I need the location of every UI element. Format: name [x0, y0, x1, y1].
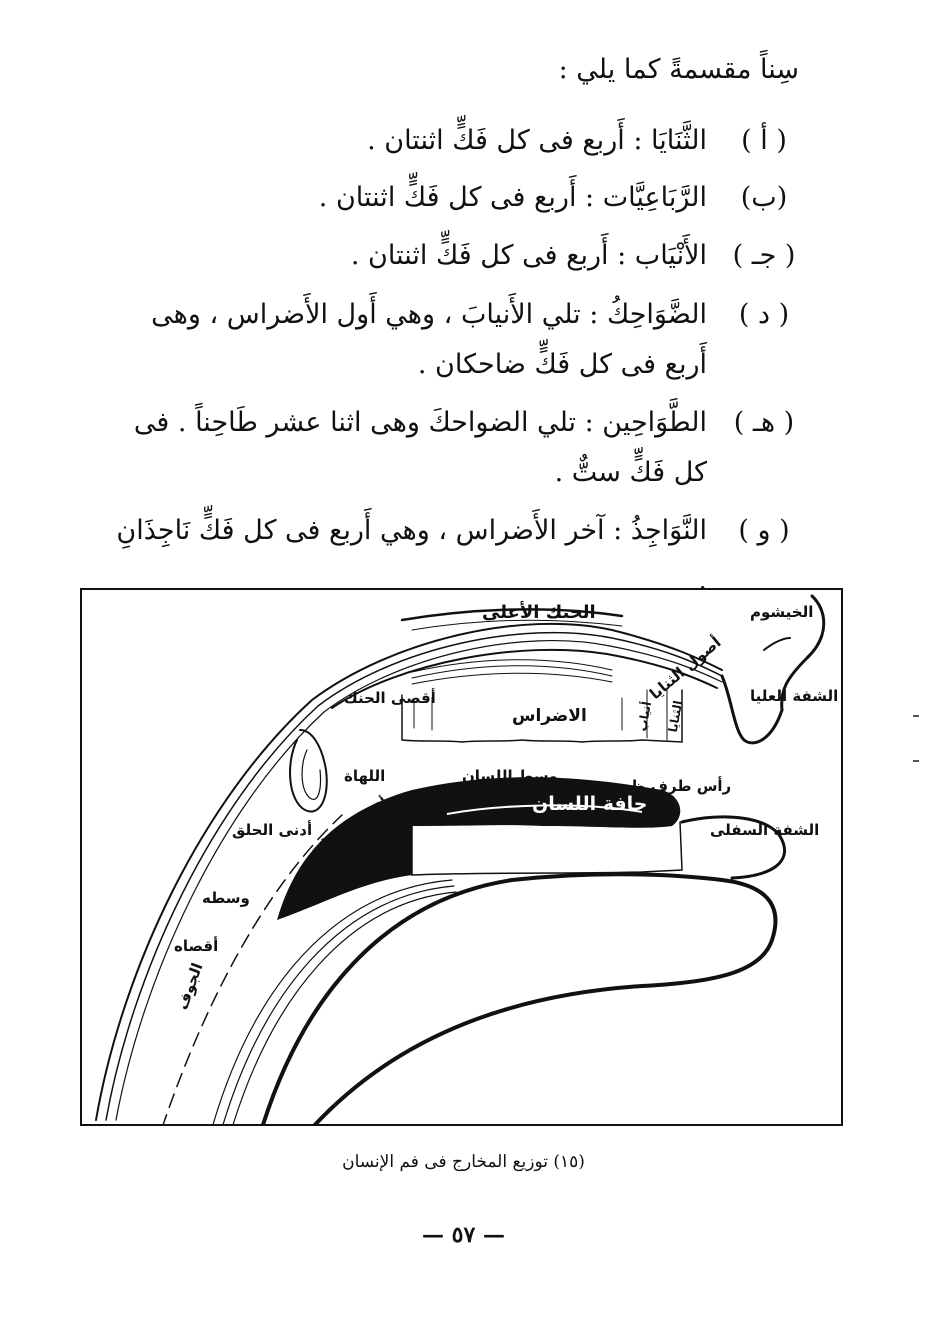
label-aqsa-lisan: أقصى اللسان — [310, 795, 391, 858]
item-marker: ( هـ ) — [733, 407, 795, 438]
label-adras: الاضراس — [512, 706, 587, 726]
label-wasat: وسطه — [202, 889, 250, 907]
label-wasat-lisan: وسط اللسان — [462, 767, 558, 785]
label-lahat: اللهاة — [344, 767, 386, 785]
label-ras-taraf: رأس طرف ظهر — [612, 777, 732, 795]
item-text: الضَّوَاحِكُ : تلي الأَنيابَ ، وهي أَول الأَضراس ، وهى أَربع فى كل فَكٍّ ضاحكان . — [151, 299, 707, 380]
label-anyab: أنياب — [635, 700, 655, 733]
label-thanaya: الثنايا — [665, 699, 686, 734]
list-item-e — [109, 398, 799, 498]
label-aqsa-hanak: أقصى الحنك — [344, 689, 436, 707]
intro-line: سِناً مقسمةً كما يلي : — [558, 54, 799, 85]
item-marker: ( أ ) — [741, 125, 787, 156]
item-marker: ( د ) — [738, 299, 790, 330]
figure-caption: (١٥) توزيع المخارج فى فم الإنسان — [342, 1152, 585, 1172]
item-text: الأَنْيَاب : أَربع فى كل فَكٍّ اثنتان . — [350, 240, 707, 271]
item-marker: ( و ) — [738, 515, 790, 546]
label-shafa-sufla: الشفة السفلى — [710, 821, 820, 839]
label-hanak-aala: الحنك الأعلى — [482, 602, 596, 623]
item-text: النَّوَاجِذُ : آخر الأَضراس ، وهي أَربع فى كل فَكٍّ نَاجِذَانِ . — [116, 515, 707, 596]
margin-mark — [913, 760, 919, 762]
label-hafat-lisan: حافة اللسان — [532, 793, 648, 815]
list-item-d — [109, 290, 799, 390]
label-adna-halq: أدنى الحلق — [232, 821, 313, 839]
mouth-cross-section-drawing — [82, 590, 843, 1126]
list-item-c — [109, 231, 799, 281]
label-usul-thanaya: أصول الثنايا — [646, 633, 725, 704]
margin-mark — [913, 715, 919, 717]
list-item-b — [109, 173, 799, 223]
label-jawf: الجوف — [173, 960, 207, 1013]
label-aqsa: أقصاه — [174, 937, 219, 955]
item-text: الرَّبَاعِيَّات : أَربع فى كل فَكٍّ اثنتان . — [318, 182, 707, 213]
item-text: الطَّوَاحِين : تلي الضواحكَ وهى اثنا عشر طَاحِناً . فى كل فَكٍّ ستٌّ . — [133, 407, 707, 488]
label-khayshum: الخيشوم — [750, 603, 814, 621]
label-shafa-ulya: الشفة العليا — [750, 687, 839, 705]
item-text: الثَّنَايَا : أَربع فى كل فَكٍّ اثنتان . — [367, 125, 707, 156]
list-item-a — [109, 116, 799, 166]
item-marker: ( جـ ) — [732, 240, 796, 271]
item-marker: (ب) — [740, 182, 788, 213]
page-number: — ٥٧ — — [422, 1222, 505, 1248]
mouth-diagram — [80, 588, 843, 1126]
